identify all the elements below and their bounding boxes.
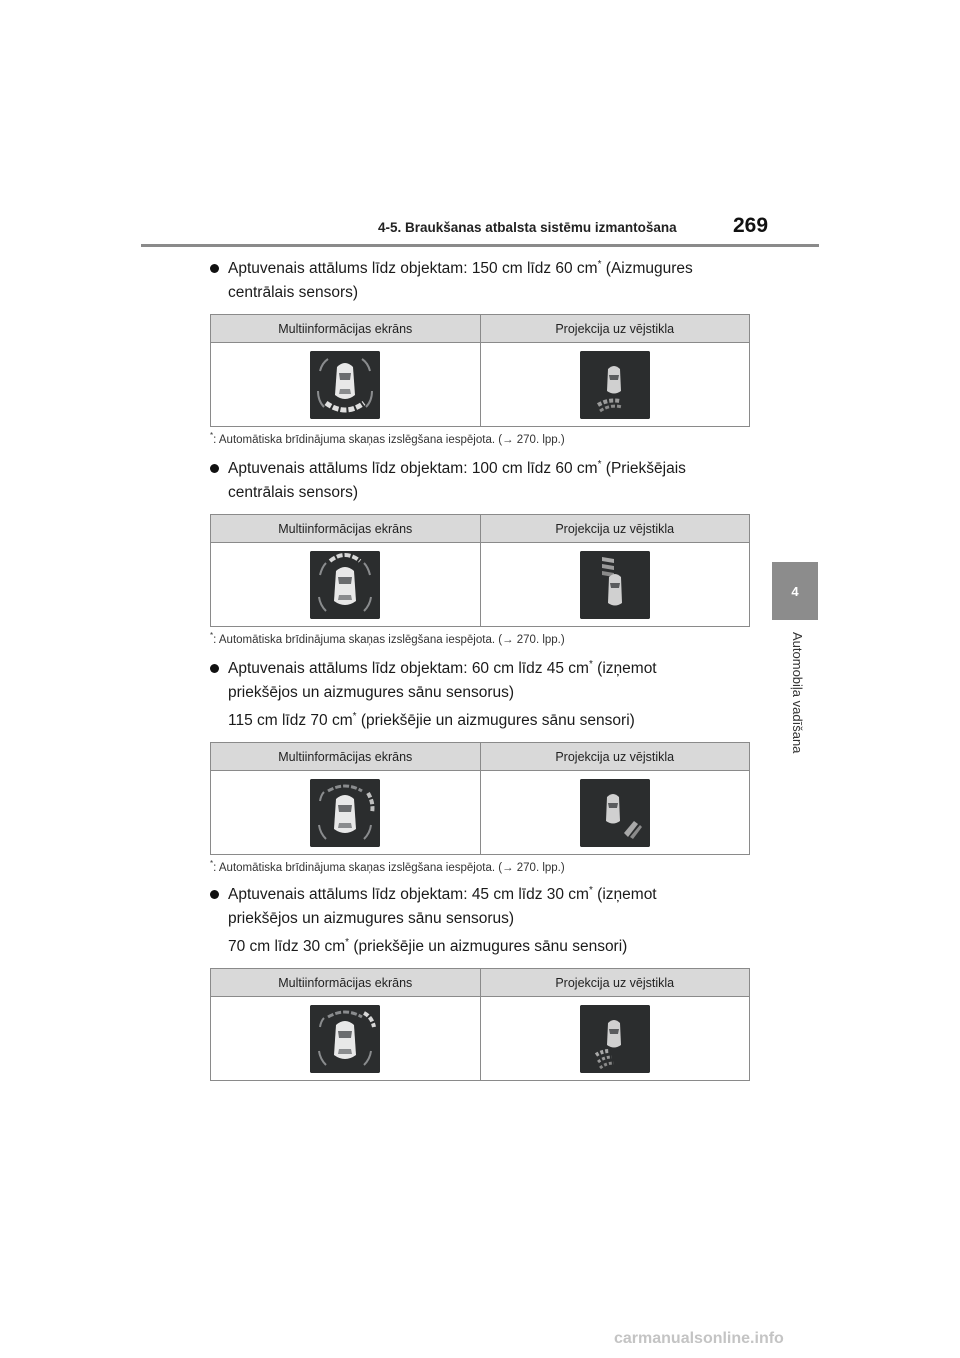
distance-bullet: Aptuvenais attālums līdz objektam: 45 cm līdz 30 cm* (izņemot priekšējos un aizmugures sānu sensorus) 70 cm līdz 30 cm* (priekšējie un aizmugures sānu sensori)	[210, 883, 750, 959]
distance-bullet: Aptuvenais attālums līdz objektam: 150 cm līdz 60 cm* (Aizmugures centrālais sensors)	[210, 257, 750, 305]
watermark: carmanualsonline.info	[614, 1330, 784, 1347]
side-sensor-hud-icon	[580, 779, 650, 847]
bullet-dot-icon	[210, 664, 219, 673]
distance-bullet: Aptuvenais attālums līdz objektam: 60 cm līdz 45 cm* (izņemot priekšējos un aizmugures sānu sensorus) 115 cm līdz 70 cm* (priekšējie un aizmugures sānu sensori)	[210, 657, 750, 733]
chapter-label: Automobiļa vadīšana	[790, 632, 805, 754]
table-header-multi-info: Multiinformācijas ekrāns	[278, 321, 413, 336]
page-number: 269	[733, 214, 769, 237]
bullet-dot-icon	[210, 464, 219, 473]
corner-sensor-display-icon	[310, 1005, 380, 1073]
display-table	[210, 514, 750, 627]
table-header-multi-info: Multiinformācijas ekrāns	[278, 975, 413, 990]
rear-center-sensor-display-icon	[310, 351, 380, 419]
corner-sensor-hud-icon	[580, 1005, 650, 1073]
side-sensor-display-icon	[310, 779, 380, 847]
footnote: *: Automātiska brīdinājuma skaņas izslēgšana iespējota. (→ 270. lpp.)	[210, 631, 565, 646]
table-header-hud: Projekcija uz vējstikla	[480, 969, 750, 996]
table-header-hud: Projekcija uz vējstikla	[480, 315, 750, 342]
footnote: *: Automātiska brīdinājuma skaņas izslēgšana iespējota. (→ 270. lpp.)	[210, 431, 565, 446]
distance-section-2	[210, 457, 750, 646]
display-table	[210, 968, 750, 1081]
rear-center-sensor-hud-icon	[580, 351, 650, 419]
section-header-title: 4-5. Braukšanas atbalsta sistēmu izmantošana	[378, 220, 677, 235]
chapter-tab: 4	[772, 562, 818, 620]
display-table	[210, 742, 750, 855]
bullet-dot-icon	[210, 264, 219, 273]
table-header-hud: Projekcija uz vējstikla	[480, 515, 750, 542]
distance-section-1	[210, 257, 750, 446]
table-header-multi-info: Multiinformācijas ekrāns	[278, 521, 413, 536]
front-center-sensor-hud-icon	[580, 551, 650, 619]
table-header-hud: Projekcija uz vējstikla	[480, 743, 750, 770]
distance-section-4	[210, 883, 750, 1081]
bullet-dot-icon	[210, 890, 219, 899]
table-header-multi-info: Multiinformācijas ekrāns	[278, 749, 413, 764]
header-divider	[141, 244, 819, 247]
distance-section-3	[210, 657, 750, 874]
footnote: *: Automātiska brīdinājuma skaņas izslēgšana iespējota. (→ 270. lpp.)	[210, 859, 565, 874]
distance-bullet: Aptuvenais attālums līdz objektam: 100 cm līdz 60 cm* (Priekšējais centrālais sensors)	[210, 457, 750, 505]
display-table	[210, 314, 750, 427]
front-center-sensor-display-icon	[310, 551, 380, 619]
